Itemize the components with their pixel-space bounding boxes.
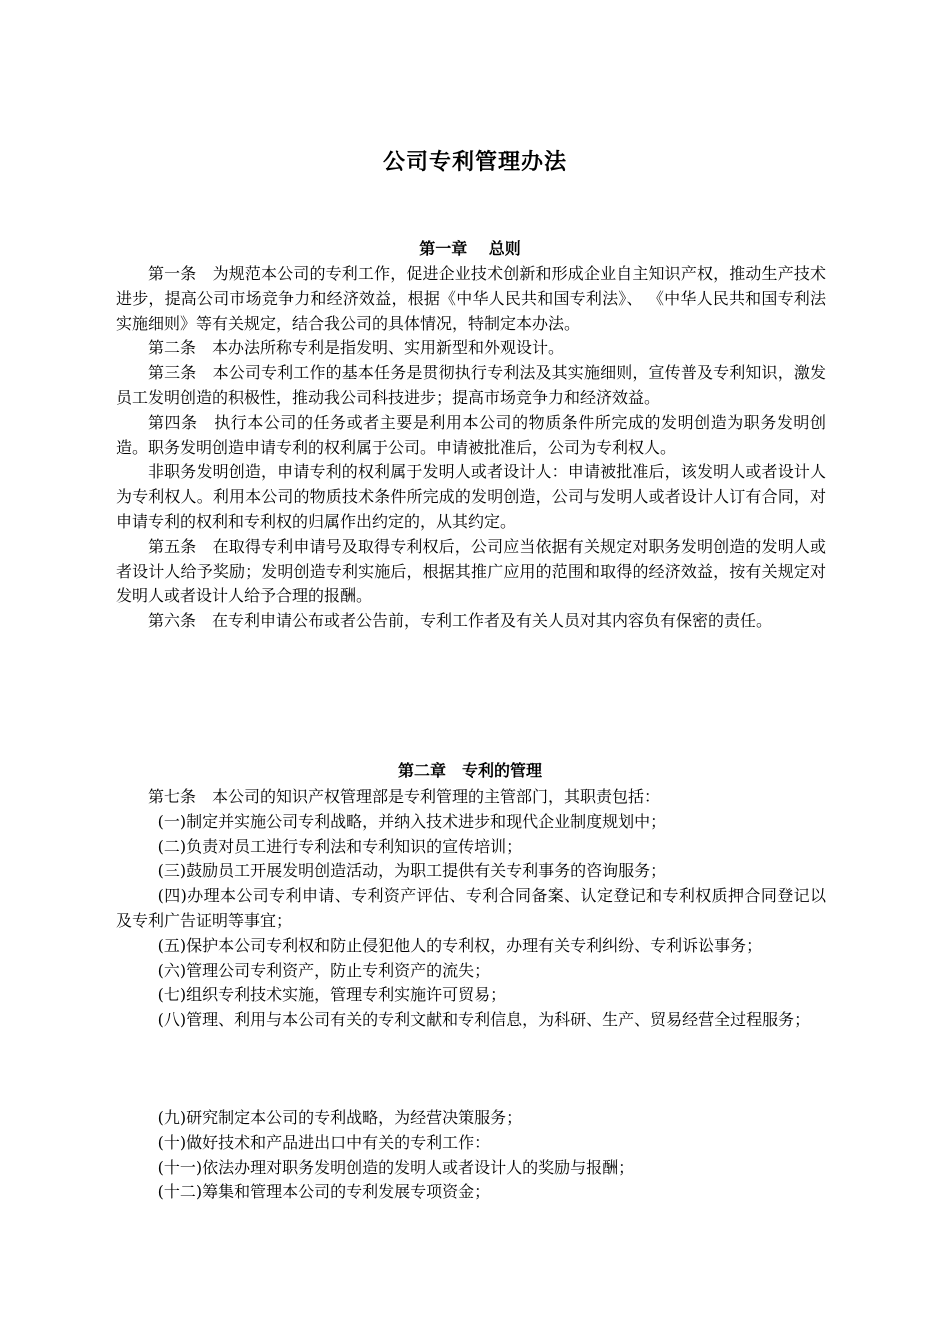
chapter-1-body — [116, 262, 826, 634]
article-1: 第一条 为规范本公司的专利工作，促进企业技术创新和形成企业自主知识产权，推动生产技术进步，提高公司市场竞争力和经济效益，根据《中华人民共和国专利法》、 《中华人民共和国专利法实施细则》等有关规定，结合我公司的具体情况，特制定本办法。 — [116, 264, 826, 333]
document-title: 公司专利管理办法 — [382, 149, 567, 175]
duty-item-7: (七)组织专利技术实施，管理专利实施许可贸易； — [157, 985, 507, 1005]
chapter-1-heading: 第一章 总则 — [419, 239, 521, 258]
article-6: 第六条 在专利申请公布或者公告前，专利工作者及有关人员对其内容负有保密的责任。 — [148, 611, 773, 631]
duty-item-5: (五)保护本公司专利权和防止侵犯他人的专利权，办理有关专利纠纷、专利诉讼事务； — [157, 935, 763, 955]
article-2: 第二条 本办法所称专利是指发明、实用新型和外观设计。 — [148, 338, 565, 358]
duty-item-12: (十二)筹集和管理本公司的专利发展专项资金； — [157, 1182, 491, 1202]
article-4-non-service: 非职务发明创造，申请专利的权利属于发明人或者设计人：申请被批准后，该发明人或者设计人为专利权人。利用本公司的物质技术条件所完成的发明创造，公司与发明人或者设计人订有合同，对申请专利的权利和专利权的归属作出约定的，从其约定。 — [116, 462, 826, 531]
duty-item-1: (一)制定并实施公司专利战略，并纳入技术进步和现代企业制度规划中； — [157, 811, 667, 831]
duty-item-9: (九)研究制定本公司的专利战略，为经营决策服务； — [157, 1108, 523, 1127]
duty-item-6: (六)管理公司专利资产，防止专利资产的流失； — [157, 960, 491, 980]
duty-item-3: (三)鼓励员工开展发明创造活动，为职工提供有关专利事务的咨询服务； — [157, 861, 667, 881]
chapter-2-body — [116, 785, 826, 1033]
duty-item-10: (十)做好技术和产品进出口中有关的专利工作： — [157, 1132, 491, 1152]
article-7: 第七条 本公司的知识产权管理部是专利管理的主管部门，其职责包括： — [148, 787, 661, 806]
chapter-2-heading: 第二章 专利的管理 — [397, 761, 542, 780]
duty-item-4: (四)办理本公司专利申请、专利资产评估、专利合同备案、认定登记和专利权质押合同登记以及专利广告证明等事宜； — [116, 886, 826, 930]
article-3: 第三条 本公司专利工作的基本任务是贯彻执行专利法及其实施细则，宣传普及专利知识，激发员工发明创造的积极性，推动我公司科技进步；提高市场竞争力和经济效益。 — [116, 363, 826, 407]
duty-item-11: (十一)依法办理对职务发明创造的发明人或者设计人的奖励与报酬； — [157, 1157, 635, 1177]
duty-item-8: (八)管理、利用与本公司有关的专利文献和专利信息，为科研、生产、贸易经营全过程服务； — [157, 1010, 811, 1030]
chapter-2-body-continued — [116, 1106, 826, 1205]
article-4: 第四条 执行本公司的任务或者主要是利用本公司的物质条件所完成的发明创造为职务发明创造。职务发明创造申请专利的权利属于公司。申请被批准后，公司为专利权人。 — [116, 412, 826, 457]
duty-item-2: (二)负责对员工进行专利法和专利知识的宣传培训； — [157, 836, 523, 856]
article-5: 第五条 在取得专利申请号及取得专利权后，公司应当依据有关规定对职务发明创造的发明人或者设计人给予奖励；发明创造专利实施后，根据其推广应用的范围和取得的经济效益，按有关规定对发明人或者设计人给予合理的报酬。 — [116, 536, 826, 606]
